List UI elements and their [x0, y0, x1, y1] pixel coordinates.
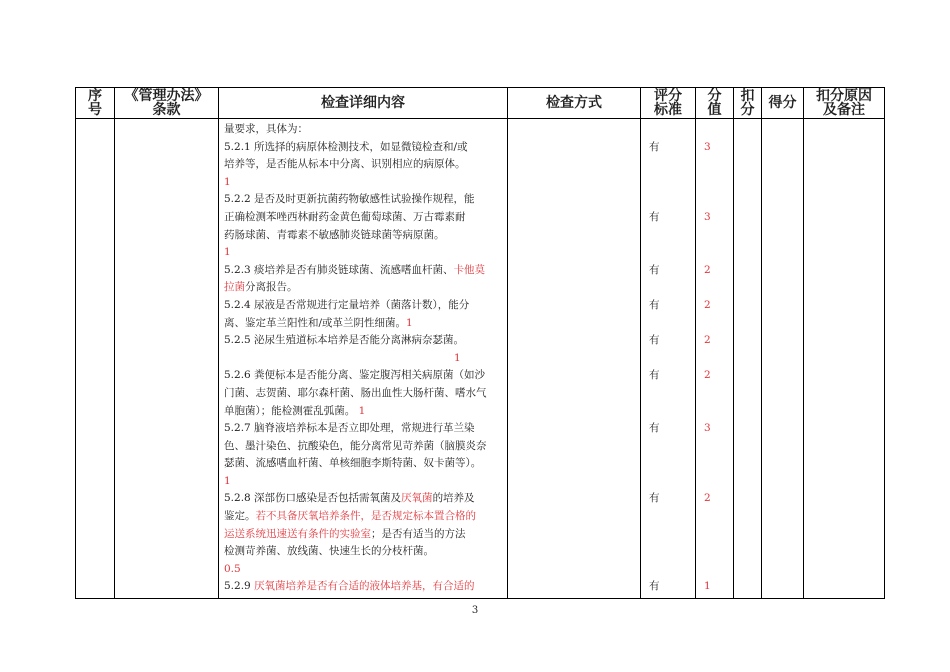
score-value: 2 [704, 369, 711, 382]
detail-line [224, 543, 505, 561]
detail-text: 单胞菌）；能检测霍乱弧菌。 [224, 404, 359, 417]
no-cell [76, 119, 115, 599]
standard-cell [641, 119, 696, 599]
score-value: 3 [704, 210, 711, 223]
method-mark: 有 [649, 580, 660, 593]
detail-text: 运送系统迅速送有条件的实验室 [224, 527, 371, 540]
method-mark [649, 121, 695, 139]
score-value: 3 [704, 140, 711, 153]
score-value: 2 [704, 492, 711, 505]
header-standard: 评分 标准 [641, 88, 696, 119]
detail-text: 5.2.6 粪便标本是否能分离、鉴定腹泻相关病原菌（如沙 [224, 369, 486, 382]
detail-line [224, 191, 505, 209]
detail-line [224, 332, 505, 350]
detail-text: 门菌、志贺菌、耶尔森杆菌、肠出血性大肠杆菌、嗜水气 [224, 386, 487, 399]
method-mark [649, 455, 695, 473]
score-value [704, 121, 733, 139]
method-mark [649, 191, 695, 209]
score-value [704, 174, 733, 192]
score-value [704, 227, 733, 245]
detail-text: 色、墨汁染色、抗酸染色，能分离常见苛养菌（脑膜炎奈 [224, 439, 487, 452]
score-value [704, 561, 733, 579]
method-mark [649, 244, 695, 262]
detail-text: 离、鉴定革兰阳性和/或革兰阴性细菌。 [224, 316, 407, 329]
body-row [76, 119, 885, 599]
detail-line [224, 297, 505, 315]
detail-line [224, 262, 505, 280]
header-row [76, 88, 885, 119]
detail-text: 0.5 [224, 562, 241, 575]
header-reason: 扣分原因 及备注 [804, 88, 885, 119]
detail-line [224, 121, 505, 139]
header-clause: 《管理办法》 条款 [115, 88, 219, 119]
method-mark [649, 174, 695, 192]
detail-text: 5.2.4 尿液是否常规进行定量培养（菌落计数），能分 [224, 298, 470, 311]
score-value [704, 455, 733, 473]
method-mark [649, 526, 695, 544]
detail-text: 5.2.3 痰培养是否有肺炎链球菌、流感嗜血杆菌、 [224, 263, 454, 276]
method-mark [649, 561, 695, 579]
method-cell [508, 119, 641, 599]
method-mark: 有 [649, 298, 660, 311]
detail-text: 培养等，是否能从标本中分离、识别相应的病原体。 [224, 158, 466, 171]
header-get-score: 得分 [762, 88, 804, 119]
detail-text: 若不具备厌氧培养条件，是否规定标本置合格的 [255, 510, 476, 523]
detail-line [224, 490, 505, 508]
detail-text: ；是否有适当的方法 [371, 527, 466, 540]
header-deduct: 扣 分 [734, 88, 762, 119]
method-mark [649, 156, 695, 174]
score-value: 2 [704, 334, 711, 347]
score-value-cell [696, 119, 734, 599]
detail-text: 5.2.2 是否及时更新抗菌药物敏感性试验操作规程，能 [224, 193, 475, 206]
method-mark: 有 [649, 492, 660, 505]
detail-text: 分离报告。 [245, 281, 298, 294]
detail-line [224, 315, 505, 333]
clause-cell [115, 119, 219, 599]
method-mark: 有 [649, 140, 660, 153]
detail-text: 1 [454, 351, 461, 364]
detail-text: 鉴定。 [224, 510, 256, 523]
detail-text: 拉菌 [224, 281, 245, 294]
detail-line [224, 350, 505, 368]
inspection-table [75, 87, 885, 599]
score-value [704, 244, 733, 262]
detail-line [224, 455, 505, 473]
detail-text: 5.2.9 [224, 580, 255, 593]
method-mark: 有 [649, 369, 660, 382]
detail-text: 检测苛养菌、放线菌、快速生长的分枝杆菌。 [224, 545, 434, 558]
detail-text: 5.2.1 所选择的病原体检测技术，如显微镜检查和/或 [224, 140, 468, 153]
method-mark [649, 543, 695, 561]
method-mark [649, 438, 695, 456]
detail-text: 1 [224, 474, 231, 487]
detail-text: 5.2.7 脑脊液培养标本是否立即处理，常规进行革兰染 [224, 422, 475, 435]
detail-text: 5.2.8 深部伤口感染是否包括需氧菌及 [224, 492, 402, 505]
method-mark: 有 [649, 334, 660, 347]
detail-text: 量要求，具体为： [224, 123, 308, 135]
score-value [704, 543, 733, 561]
score-value [704, 526, 733, 544]
score-value: 2 [704, 298, 711, 311]
reason-cell [804, 119, 885, 599]
inspection-table-page [75, 87, 884, 599]
score-value [704, 403, 733, 421]
method-mark [649, 473, 695, 491]
detail-line [224, 385, 505, 403]
method-mark [649, 350, 695, 368]
detail-line [224, 508, 505, 526]
score-value [704, 508, 733, 526]
score-value [704, 473, 733, 491]
detail-line [224, 578, 505, 596]
detail-text: 5.2.5 泌尿生殖道标本培养是否能分离淋病奈瑟菌。 [224, 334, 465, 347]
detail-line [224, 227, 505, 245]
method-mark [649, 227, 695, 245]
score-value [704, 438, 733, 456]
method-mark [649, 403, 695, 421]
method-mark: 有 [649, 263, 660, 276]
detail-text: 1 [224, 246, 231, 259]
method-mark [649, 315, 695, 333]
detail-text: 药肠球菌、青霉素不敏感肺炎链球菌等病原菌。 [224, 228, 445, 241]
detail-line [224, 561, 505, 579]
detail-line [224, 367, 505, 385]
detail-text: 1 [406, 316, 413, 329]
detail-line [224, 526, 505, 544]
detail-line [224, 139, 505, 157]
score-value [704, 315, 733, 333]
detail-line [224, 438, 505, 456]
score-value: 2 [704, 263, 711, 276]
score-value: 1 [704, 580, 711, 593]
detail-line [224, 473, 505, 491]
detail-line [224, 420, 505, 438]
detail-text: 厌氧菌培养是否有合适的液体培养基，有合适的 [254, 580, 475, 593]
score-value: 3 [704, 422, 711, 435]
detail-text: 1 [358, 404, 366, 417]
detail-text: 厌氧菌 [401, 492, 433, 505]
score-value [704, 156, 733, 174]
method-mark: 有 [649, 422, 660, 435]
method-mark [649, 385, 695, 403]
deduct-cell [734, 119, 762, 599]
detail-text: 瑟菌、流感嗜血杆菌、单核细胞李斯特菌、奴卡菌等）。 [224, 457, 482, 470]
detail-text: 的培养及 [432, 492, 475, 505]
details-cell [219, 119, 508, 599]
method-mark [649, 279, 695, 297]
method-mark [649, 508, 695, 526]
detail-line [224, 156, 505, 174]
detail-text: 1 [224, 175, 231, 188]
detail-line [224, 244, 505, 262]
header-details: 检查详细内容 [219, 88, 508, 119]
get-score-cell [762, 119, 804, 599]
detail-text: 正确检测苯唑西林耐药金黄色葡萄球菌、万古霉素耐 [224, 210, 466, 223]
detail-line [224, 209, 505, 227]
header-no: 序 号 [76, 88, 115, 119]
page-number: 3 [471, 605, 479, 616]
score-value [704, 279, 733, 297]
header-method: 检查方式 [508, 88, 641, 119]
detail-line [224, 279, 505, 297]
score-value [704, 350, 733, 368]
score-value [704, 191, 733, 209]
method-mark: 有 [649, 210, 660, 223]
score-value [704, 385, 733, 403]
header-score-value: 分 值 [696, 88, 734, 119]
detail-line [224, 403, 505, 421]
detail-text: 卡他莫 [453, 263, 486, 276]
detail-line [224, 174, 505, 192]
